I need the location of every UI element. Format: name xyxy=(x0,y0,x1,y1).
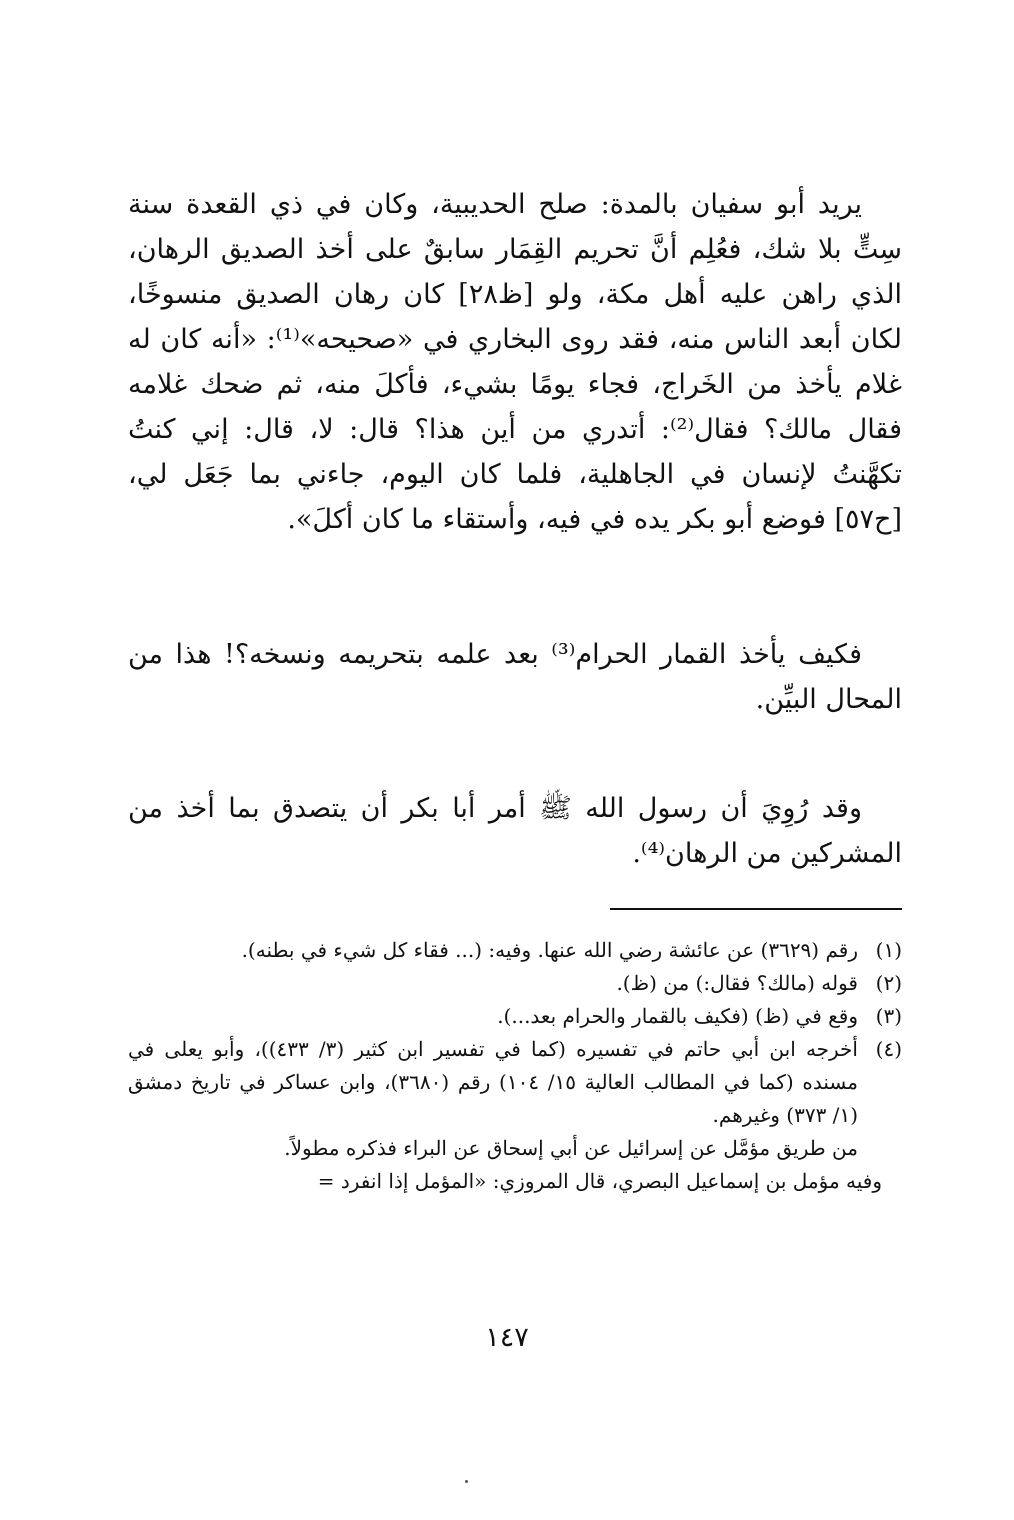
footnote-number: (٣) xyxy=(875,1004,902,1028)
footnote-continuation-line: وفيه مؤمل بن إسماعيل البصري، قال المروزي: «المؤمل إذا انفرد = xyxy=(317,1169,882,1193)
footnote-text: وقع في (ظ) (فكيف بالقمار والحرام بعد...). xyxy=(497,1004,858,1028)
paragraph-text: وقد رُوِيَ أن رسول الله ﷺ أمر أبا بكر أن يتصدق بما أخذ من المشركين من الرهان⁽⁴⁾. xyxy=(128,793,902,869)
footnote-2 xyxy=(128,967,902,1000)
footnote-number: (٤) xyxy=(875,1037,902,1061)
main-paragraph-2 xyxy=(128,632,902,722)
footnotes-section xyxy=(128,934,902,1198)
scan-speck xyxy=(465,1480,468,1483)
footnote-number: (١) xyxy=(875,938,902,962)
footnote-1 xyxy=(128,934,902,967)
footnote-separator xyxy=(610,908,902,910)
paragraph-text: فكيف يأخذ القمار الحرام⁽³⁾ بعد علمه بتحريمه ونسخه؟! هذا من المحال البيِّن. xyxy=(128,639,902,715)
main-paragraph-3 xyxy=(128,786,902,876)
footnote-text: أخرجه ابن أبي حاتم في تفسيره (كما في تفسير ابن كثير (٣/ ٤٣٣))، وأبو يعلى في مسنده (كما في المطالب العالية ١٥/ ١٠٤) رقم (٣٦٨٠)، وابن عساكر في تاريخ دمشق (١/ ٣٧٣) وغيرهم. xyxy=(128,1037,858,1127)
footnote-text: قوله (مالك؟ فقال:) من (ظ). xyxy=(616,971,858,995)
footnote-4 xyxy=(128,1033,902,1132)
footnote-text: رقم (٣٦٢٩) عن عائشة رضي الله عنها. وفيه: (... فقاء كل شيء في بطنه). xyxy=(241,938,858,962)
footnote-number: (٢) xyxy=(875,971,902,995)
footnote-3 xyxy=(128,1000,902,1033)
paragraph-text: يريد أبو سفيان بالمدة: صلح الحديبية، وكان في ذي القعدة سنة سِتٍّ بلا شك، فعُلِم أنَّ تحريم القِمَار سابقٌ على أخذ الصديق الرهان، الذي راهن عليه أهل مكة، ولو [ظ٢٨] كان رهان الصديق منسوخًا، لكان أبعد الناس منه، فقد روى البخاري في «صحيحه»⁽¹⁾: «أنه كان له غلام يأخذ من الخَراج، فجاء يومًا بشيء، فأكلَ منه، ثم ضحك غلامه فقال مالك؟ فقال⁽²⁾: أتدري من أين هذا؟ قال: لا، قال: إني كنتُ تكهَّنتُ لإنسان في الجاهلية، فلما كان اليوم، جاءني بما جَعَل لي، [ح٥٧] فوضع أبو بكر يده في فيه، وأستقاء ما كان أكلَ». xyxy=(128,189,903,535)
main-paragraph-1 xyxy=(128,182,902,542)
footnote-continuation-line: من طريق مؤمَّل عن إسرائيل عن أبي إسحاق عن البراء فذكره مطولاً. xyxy=(284,1136,858,1160)
page-number: ١٤٧ xyxy=(485,1322,529,1353)
